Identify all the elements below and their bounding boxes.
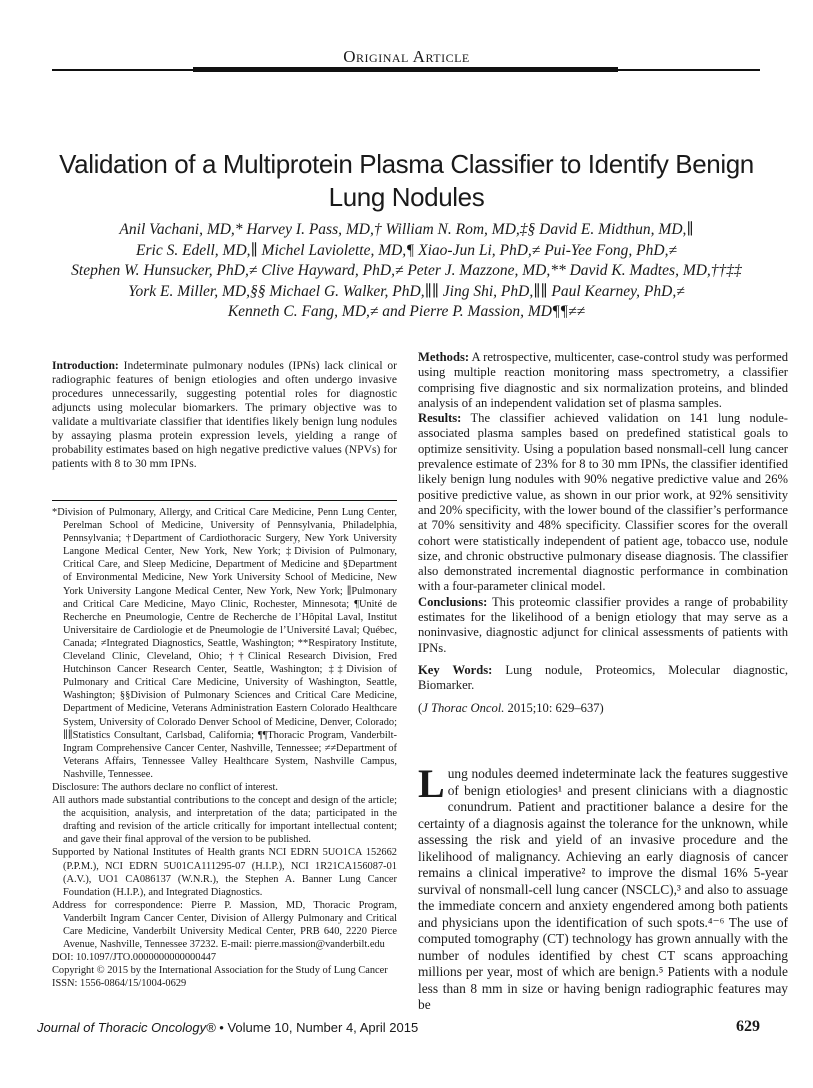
disclosure: Disclosure: The authors declare no conflict of interest.	[52, 781, 279, 793]
author-line: Anil Vachani, MD,* Harvey I. Pass, MD,† William N. Rom, MD,‡§ David E. Midthun, MD,∥	[119, 221, 694, 238]
citation-details: 2015;10: 629–637)	[504, 700, 604, 715]
citation-journal: J Thorac Oncol.	[422, 700, 505, 715]
abstract-text: This proteomic classifier provides a range of probability estimates for the likelihood of a benign etiology that may serve as a noninvasive, diagnostic adjunct for clinical assessments of patients with IPNs.	[418, 594, 788, 655]
abstract-label: Conclusions:	[418, 594, 488, 609]
footer-journal	[37, 1020, 418, 1035]
abstract-introduction	[52, 359, 397, 471]
correspondence: Address for correspondence: Pierre P. Massion, MD, Thoracic Program, Vanderbilt Ingram Cancer Center, Division of Allergy Pulmonary and Critical Care Medicine, Vanderbilt University Medical Center, PRB 640, 2220 Pierce Avenue, Nashville, Tennessee 37232. E-mail: pierre.massion@vanderbilt.edu	[52, 899, 397, 951]
abstract-conclusions	[418, 595, 788, 656]
abstract-methods	[418, 350, 788, 411]
abstract-text: The classifier achieved validation on 141 lung nodule-associated plasma samples based on predefined statistical goals to optimize sensitivity. Using a population based nonsmall-cell lung cancer prevalence estimate of 23% for 8 to 30 mm IPNs, the classifier identified likely benign lung nodules with 90% negative predictive value and 26% positive predictive value, as shown in our prior work, at 92% sensitivity and 20% specificity, with the lower bound of the classifier’s performance at 70% sensitivity and 48% specificity. Classifier scores for the overall cohort were statistically independent of patient age, tobacco use, nodule size, and chronic obstructive pulmonary disease diagnosis. The classifier also demonstrated incremental diagnostic performance in combination with a four-parameter clinical model.	[418, 411, 788, 594]
abstract-text: A retrospective, multicenter, case-control study was performed using multiple reaction monitoring mass spectrometry, a classifier comprising five diagnostic and six normalization proteins, and blinded analysis of an independent validation set of plasma samples.	[418, 350, 788, 410]
copyright: Copyright © 2015 by the International Association for the Study of Lung Cancer	[52, 965, 388, 977]
affiliations: *Division of Pulmonary, Allergy, and Critical Care Medicine, Penn Lung Center, Perelman School of Medicine, University of Pennsylvania, Philadelphia, Pennsylvania; †Department of Cardiothoracic Surgery, New York University Langone Medical Center, New York, New York; ‡Division of Pulmonary, Critical Care, and Sleep Medicine, Department of Medicine and §Department of Environmental Medicine, New York University School of Medicine, New York University Langone Medical Center, New York, New York; ∥Pulmonary and Critical Care Medicine, Mayo Clinic, Rochester, Minnesota; ¶Unité de Recherche en Pneumologie, Centre de Recherche de l’Hôpital Laval, Institut Universitaire de Cardiologie et de Pneumologie de l’Université Laval; Québec, Canada; ≠Integrated Diagnostics, Seattle, Washington; **Respiratory Institute, Cleveland Clinic, Cleveland, Ohio; ††Clinical Research Division, Fred Hutchinson Cancer Research Center, Seattle, Washington; ‡‡Division of Pulmonary and Critical Care Medicine, University of Washington, Seattle, Washington; §§Division of Pulmonary Sciences and Critical Care Medicine, Department of Medicine, Veterans Administration Eastern Colorado Healthcare System, University of Colorado Denver School of Medicine, Denver, Colorado; ∥∥Statistics Consultant, Carlsbad, California; ¶¶Thoracic Program, Vanderbilt-Ingram Comprehensive Cancer Center, Nashville, Tennessee; ≠≠Department of Veterans Affairs, Tennessee Valley Healthcare System, Nashville Campus, Nashville, Tennessee.	[52, 507, 397, 780]
abstract-label: Introduction:	[52, 359, 119, 372]
keywords-label: Key Words:	[418, 662, 493, 677]
issue-info: • Volume 10, Number 4, April 2015	[215, 1020, 419, 1035]
author-line: York E. Miller, MD,§§ Michael G. Walker, PhD,∥∥ Jing Shi, PhD,∥∥ Paul Kearney, PhD,≠	[128, 282, 685, 300]
citation	[418, 701, 788, 716]
section-label: Original Article	[343, 47, 470, 66]
abstract-continued	[418, 350, 788, 716]
abstract-label: Results:	[418, 411, 462, 426]
keywords-text: Lung nodule, Proteomics, Molecular diagnostic, Biomarker.	[418, 662, 788, 693]
abstract-label: Methods:	[418, 350, 470, 364]
doi: DOI: 10.1097/JTO.0000000000000447	[52, 952, 217, 964]
body-paragraph	[418, 761, 788, 1014]
drop-cap: L	[418, 761, 445, 806]
abstract-text: Indeterminate pulmonary nodules (IPNs) lack clinical or radiographic features of benign etiologies and often undergo invasive procedures unnecessarily, suggesting potential roles for diagnostic adjuncts using molecular biomarkers. The primary objective was to validate a multivariate classifier that identifies likely benign lung nodules by assaying plasma protein expression levels, yielding a range of probability estimates based on high negative predictive values (NPVs) for patients with 8 to 30 mm IPNs.	[52, 359, 397, 470]
body-text: ung nodules deemed indeterminate lack the features suggestive of benign etiologies¹ and present clinicians with a diagnostic conundrum. Patient and practitioner balance a desire for the certainty of a diagnosis against the tolerance for the unknown, while assessing the risk and yield of an invasive procedure and the likelihood of malignancy. Achieving an early diagnosis of cancer remains a clinical imperative² to improve the dismal 16% 5-year survival of nonsmall-cell lung cancer (NSCLC),³ and also to assuage the immediate concern and anxiety engendered among both patients and physicians upon the identification of such spots.⁴⁻⁶ The use of computed tomography (CT) technology has grown annually with the number of nodules identified by chest CT scans approaching millions per year, most of which are benign.⁵ Patients with a nodule less than 8 mm in size or having benign radiographic features may be	[418, 766, 788, 1012]
footnote-rule	[52, 500, 397, 501]
footnotes	[52, 506, 397, 990]
contributions: All authors made substantial contributions to the concept and design of the article; the acquisition, analysis, and interpretation of the data; participated in the drafting and revision of the article critically for important intellectual content; and gave their final approval of the version to be published.	[52, 795, 397, 846]
author-line: Eric S. Edell, MD,∥ Michel Laviolette, MD,¶ Xiao-Jun Li, PhD,≠ Pui-Yee Fong, PhD,≠	[136, 241, 677, 259]
author-line: Kenneth C. Fang, MD,≠ and Pierre P. Massion, MD¶¶≠≠	[227, 303, 586, 320]
journal-name: Journal of Thoracic Oncology®	[37, 1020, 216, 1035]
page-number: 629	[736, 1018, 760, 1035]
article-title: Validation of a Multiprotein Plasma Classifier to Identify Benign Lung Nodules	[59, 149, 754, 213]
funding: Supported by National Institutes of Health grants NCI EDRN 5UO1CA 152662 (P.P.M.), NCI EDRN 5U01CA111295-07 (H.I.P.), NCI 1R21CA156087-01 (A.V.), UO1 CA086137 (W.N.R.), the Stephen A. Banner Lung Cancer Foundation (H.I.P.), and Integrated Diagnostics.	[52, 847, 397, 898]
issn: ISSN: 1556-0864/15/1004-0629	[52, 978, 187, 990]
author-line: Stephen W. Hunsucker, PhD,≠ Clive Hayward, PhD,≠ Peter J. Mazzone, MD,** David K. Madtes, MD,††‡‡	[71, 262, 742, 279]
citation-open: (	[418, 700, 423, 715]
author-list	[30, 220, 783, 323]
header-rule-thick	[193, 67, 618, 72]
abstract-results	[418, 411, 788, 595]
keywords	[418, 663, 788, 694]
